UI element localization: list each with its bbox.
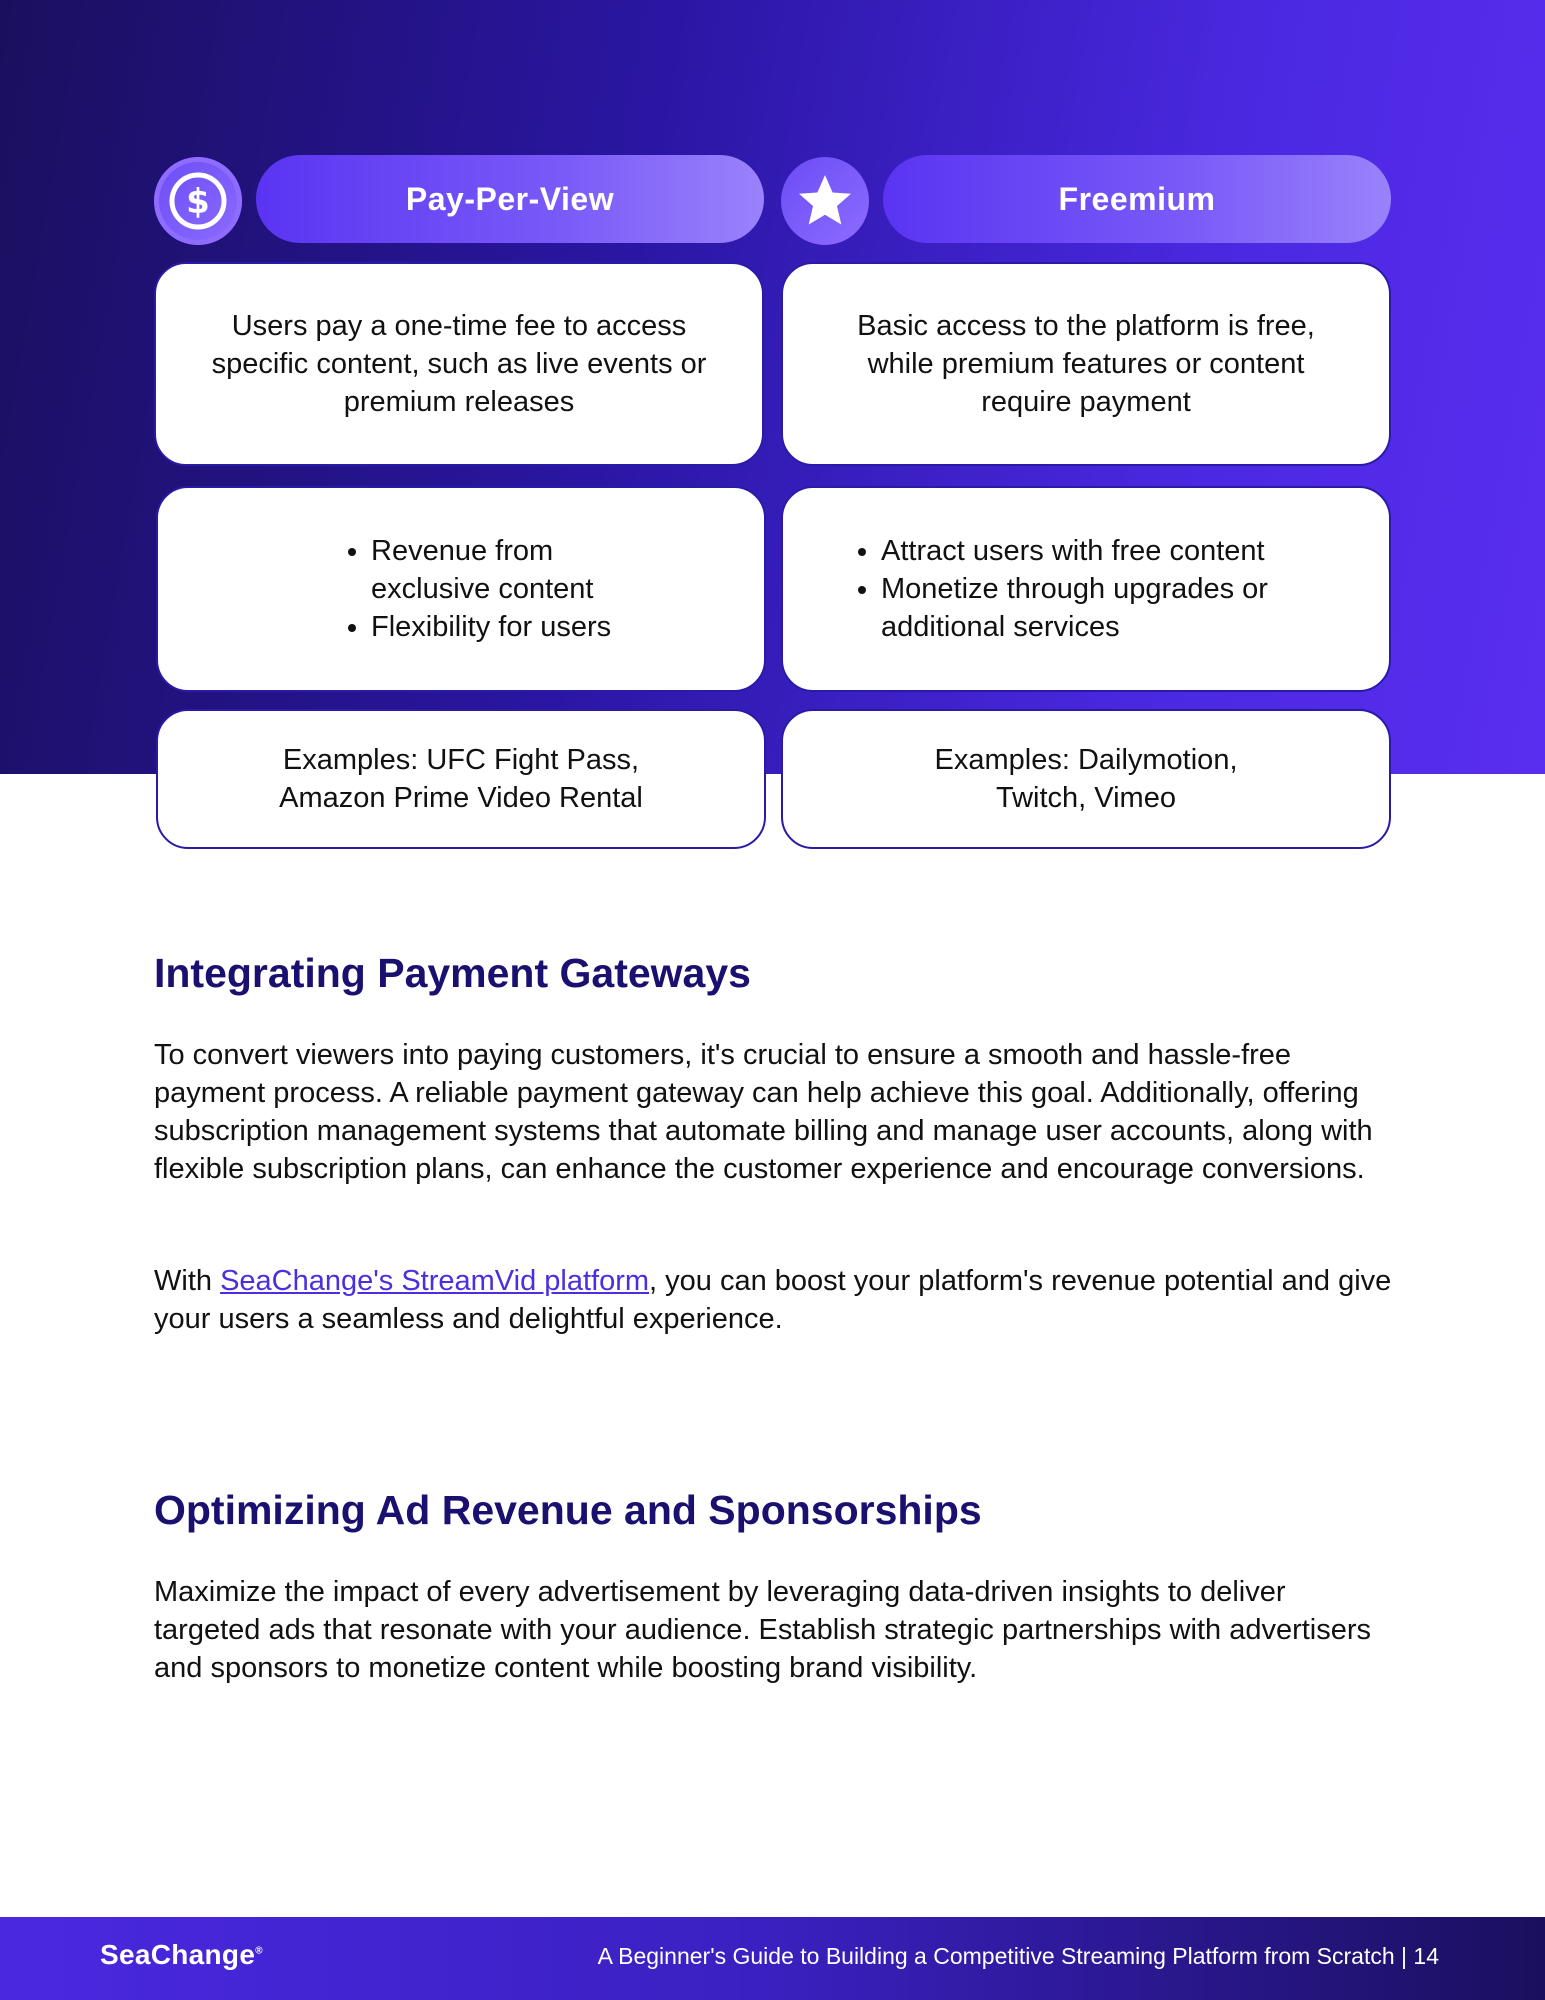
list-item: • Revenue from exclusive content (371, 532, 671, 608)
seachange-logo (100, 1939, 263, 1971)
description-text: Basic access to the platform is free, while premium features or content require payment (857, 310, 1315, 418)
model-header-pay-per-view (154, 155, 764, 245)
streamvid-platform-link[interactable]: SeaChange's StreamVid platform (220, 1265, 650, 1297)
examples-text: Examples: UFC Fight Pass, Amazon Prime Video Rental (279, 744, 643, 814)
logo-text: SeaChange (100, 1939, 256, 1970)
list-item: • Flexibility for users (371, 608, 671, 646)
description-text: Users pay a one-time fee to access specific content, such as live events or premium releases (211, 310, 707, 418)
description-card (781, 262, 1391, 466)
paragraph-suffix: , you can boost your platform's revenue potential and give your users a seamless and delightful experience. (154, 1265, 1392, 1335)
examples-card (781, 709, 1391, 849)
description-card (154, 262, 764, 466)
section-heading-ad-revenue: Optimizing Ad Revenue and Sponsorships (154, 1487, 982, 1533)
section-paragraph-cta (154, 1262, 1394, 1338)
examples-card (156, 709, 766, 849)
model-header-freemium (781, 155, 1391, 245)
star-icon (781, 157, 869, 245)
benefits-list (331, 532, 671, 646)
footer-tagline: A Beginner's Guide to Building a Competitive Streaming Platform from Scratch | 14 (597, 1943, 1439, 1969)
model-column-pay-per-view (154, 0, 764, 90)
benefits-card (156, 486, 766, 692)
page-footer (0, 1917, 1545, 2000)
model-header (154, 0, 764, 90)
svg-text:$: $ (186, 182, 210, 222)
section-heading-payment-gateways: Integrating Payment Gateways (154, 950, 751, 996)
section-paragraph: Maximize the impact of every advertisement by leveraging data-driven insights to deliver targeted ads that resonate with your audience. Establish strategic partnerships with advertisers and sponsors to monetize content while boosting brand visibility. (154, 1576, 1372, 1684)
section-paragraph: To convert viewers into paying customers, it's crucial to ensure a smooth and hassle-free payment process. A reliable payment gateway can help achieve this goal. Additionally, offering subscription management systems that automate billing and manage user accounts, along with flexible subscription plans, can enhance the customer experience and encourage conversions. (154, 1039, 1373, 1185)
model-title: Freemium (883, 155, 1391, 243)
dollar-icon (154, 157, 242, 245)
paragraph-prefix: With (154, 1265, 221, 1297)
model-title: Pay-Per-View (256, 155, 764, 243)
list-item: • Attract users with free content (881, 532, 1351, 570)
registered-mark: ® (255, 1945, 263, 1957)
benefits-list (841, 532, 1351, 646)
list-item: • Monetize through upgrades or additional services (881, 570, 1351, 646)
benefits-card (781, 486, 1391, 692)
examples-text: Examples: Dailymotion, Twitch, Vimeo (934, 744, 1238, 814)
